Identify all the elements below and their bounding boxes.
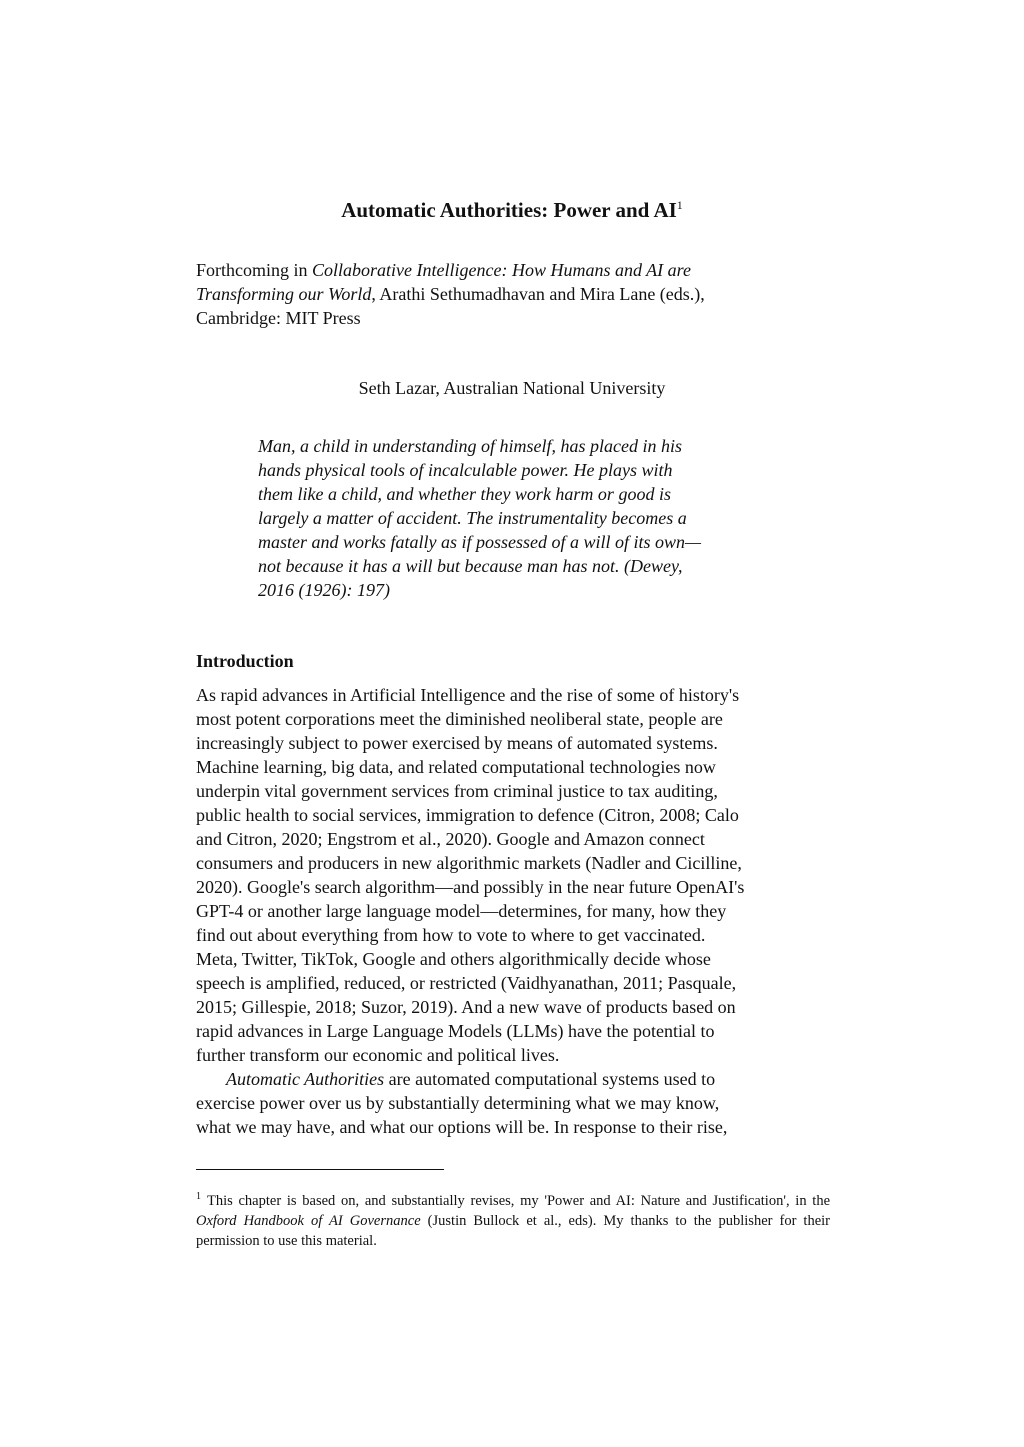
paragraph-2-line-1-rest: are automated computational systems used to (384, 1069, 716, 1089)
book-title-part-1: Collaborative Intelligence: How Humans and AI are (312, 260, 691, 280)
body-line: 2015; Gillespie, 2018; Suzor, 2019). And a new wave of products based on (196, 997, 736, 1017)
publication-prefix: Forthcoming in (196, 260, 312, 280)
body-line: public health to social services, immigration to defence (Citron, 2008; Calo (196, 805, 739, 825)
book-publisher: Cambridge: MIT Press (196, 308, 361, 328)
body-line: Meta, Twitter, TikTok, Google and others algorithmically decide whose (196, 949, 711, 969)
paper-title-text: Automatic Authorities: Power and AI (341, 198, 677, 222)
epigraph-line: largely a matter of accident. The instrumentality becomes a (258, 508, 687, 528)
body-line: most potent corporations meet the diminished neoliberal state, people are (196, 709, 723, 729)
body-line: and Citron, 2020; Engstrom et al., 2020). Google and Amazon connect (196, 829, 705, 849)
footnote (196, 1191, 830, 1251)
footnote-text-before: This chapter is based on, and substantially revises, my 'Power and AI: Nature and Justification', in the (207, 1193, 830, 1209)
paper-title (0, 196, 1024, 224)
book-title-part-2: Transforming our World (196, 284, 372, 304)
term-automatic-authorities: Automatic Authorities (226, 1069, 385, 1089)
footnote-handbook-title: Oxford Handbook of AI Governance (196, 1213, 421, 1229)
footnote-separator (196, 1169, 444, 1170)
body-line: find out about everything from how to vote to where to get vaccinated. (196, 925, 706, 945)
author-affiliation: Seth Lazar, Australian National University (358, 378, 666, 398)
body-line: speech is amplified, reduced, or restricted (Vaidhyanathan, 2011; Pasquale, (196, 973, 737, 993)
publication-note-line-1 (196, 258, 836, 282)
title-footnote-marker: 1 (676, 198, 683, 212)
introduction-heading: Introduction (196, 651, 294, 671)
footnote-text-after: (Justin Bullock et al., eds). My thanks to the publisher for their permission to use this material. (196, 1213, 830, 1249)
introduction-body (196, 683, 836, 1139)
body-line: further transform our economic and political lives. (196, 1045, 560, 1065)
body-line: underpin vital government services from criminal justice to tax auditing, (196, 781, 718, 801)
footnote-marker: 1 (196, 1191, 201, 1203)
body-line: what we may have, and what our options will be. In response to their rise, (196, 1117, 728, 1137)
body-line: As rapid advances in Artificial Intelligence and the rise of some of history's (196, 685, 740, 705)
body-line: consumers and producers in new algorithmic markets (Nadler and Cicilline, (196, 853, 742, 873)
epigraph-line: not because it has a will but because man has not. (Dewey, (258, 556, 683, 576)
epigraph-line: hands physical tools of incalculable power. He plays with (258, 460, 673, 480)
epigraph-quote (258, 434, 818, 602)
body-line: rapid advances in Large Language Models (LLMs) have the potential to (196, 1021, 715, 1041)
body-line: GPT-4 or another large language model—determines, for many, how they (196, 901, 727, 921)
book-editors: , Arathi Sethumadhavan and Mira Lane (eds.), (371, 284, 705, 304)
paragraph-2-first-line (196, 1067, 836, 1091)
body-line: increasingly subject to power exercised by means of automated systems. (196, 733, 718, 753)
body-line: 2020). Google's search algorithm—and possibly in the near future OpenAI's (196, 877, 745, 897)
epigraph-line: master and works fatally as if possessed of a will of its own— (258, 532, 702, 552)
publication-note (196, 258, 836, 330)
publication-note-line-2 (196, 282, 836, 306)
epigraph-line: 2016 (1926): 197) (258, 580, 390, 600)
epigraph-line: Man, a child in understanding of himself, has placed in his (258, 436, 682, 456)
body-line: Machine learning, big data, and related computational technologies now (196, 757, 716, 777)
body-line: exercise power over us by substantially determining what we may know, (196, 1093, 720, 1113)
epigraph-line: them like a child, and whether they work harm or good is (258, 484, 671, 504)
